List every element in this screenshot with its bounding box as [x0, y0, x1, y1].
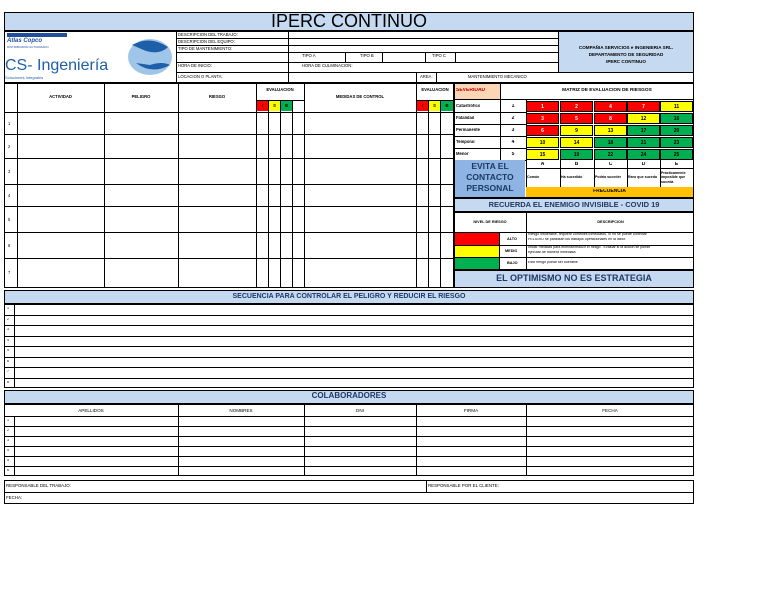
matrix-cell: 20	[660, 125, 693, 136]
matrix-cell: 16	[660, 113, 693, 124]
row-num: 2	[8, 145, 11, 149]
resp-cliente-label: RESPONSABLE POR EL CLIENTE:	[428, 484, 499, 488]
eval2-s-label: S	[433, 104, 436, 108]
secuencia-row-num: 3	[7, 328, 9, 331]
severity-name: Temporal	[456, 140, 475, 144]
matrix-cell: 8	[594, 113, 627, 124]
secuencia-row-num: 1	[7, 307, 9, 310]
nivel-alto-swatch	[455, 233, 499, 245]
logo	[5, 32, 175, 82]
secuencia-row-num: 6	[7, 360, 9, 363]
eval-s-label: S	[273, 104, 276, 108]
secuencia-row-num: 8	[7, 381, 9, 384]
secuencia-title: SECUENCIA PARA CONTROLAR EL PELIGRO Y REDUCIR EL RIESGO	[232, 293, 466, 300]
covid-text: RECUERDA EL ENEMIGO INVISIBLE - COVID 19	[488, 201, 660, 209]
severity-number: 1	[511, 104, 515, 109]
area-value: MANTENIMIENTO MECANICO	[468, 75, 527, 79]
descripcion-header: DESCRIPCION	[597, 220, 624, 224]
colaboradores-title: COLABORADORES	[311, 392, 387, 400]
eval-b-label: B	[284, 104, 289, 108]
nivel-medio-swatch	[455, 246, 499, 257]
severity-name: Menor	[456, 152, 469, 156]
secuencia-row-num: 5	[7, 349, 9, 352]
secuencia-row-num: 7	[7, 370, 9, 373]
desc-equipo-label: DESCRIPCION DEL EQUIPO:	[178, 40, 235, 44]
freq-letter: B	[574, 162, 579, 167]
hora-inicio-label: HORA DE INICIO:	[178, 64, 212, 68]
freq-letter: E	[674, 162, 679, 167]
evita-line3: PERSONAL	[466, 184, 514, 193]
matrix-cell: 23	[660, 137, 693, 148]
colaborador-row-num: 1	[7, 419, 9, 422]
colaborador-row-num: 2	[7, 429, 9, 432]
col-evaluacion: EVALUACION	[266, 88, 294, 92]
nivel-bajo-label: BAJO	[507, 261, 518, 265]
matrix-cell: 4	[594, 101, 627, 112]
freq-desc: Común	[527, 175, 540, 180]
matrix-cell: 1	[526, 101, 559, 112]
colaborador-row-num: 3	[7, 439, 9, 442]
severity-name: Catastrófico	[456, 104, 481, 108]
eval2-b-label: B	[445, 104, 449, 108]
matrix-cell: 10	[526, 137, 559, 148]
desc-trabajo-label: DESCRIPCION DEL TRABAJO:	[178, 33, 238, 37]
freq-letter: A	[540, 162, 545, 167]
tipo-b-label: TIPO B	[360, 54, 374, 58]
company-line3: IPERC CONTINUO	[606, 59, 646, 64]
matrix-cell: 3	[526, 113, 559, 124]
col-dni: DNI	[356, 408, 364, 413]
row-num: 4	[8, 194, 11, 198]
severity-number: 3	[511, 128, 515, 133]
matrix-cell: 11	[660, 101, 693, 112]
matrix-cell: 15	[526, 149, 559, 160]
row-num: 7	[8, 271, 11, 275]
row-num: 5	[8, 218, 11, 222]
matrix-cell: 18	[594, 137, 627, 148]
matrix-cell: 6	[526, 125, 559, 136]
col-fecha: FECHA	[602, 408, 618, 413]
evita-line2: CONTACTO	[466, 173, 514, 182]
globe-logo-icon	[120, 35, 175, 79]
freq-desc: Prácticamente imposible que suceda	[661, 171, 686, 184]
severity-number: 5	[511, 152, 515, 157]
tipo-mant-label: TIPO DE MANTENIMIENTO:	[178, 47, 233, 51]
severity-number: 2	[511, 116, 515, 121]
brand1: Atlas Copco	[7, 38, 43, 44]
col-firma: FIRMA	[463, 408, 479, 413]
matrix-cell: 21	[627, 137, 660, 148]
nivel-header: NIVEL DE RIESGO	[473, 220, 507, 224]
company-line2: DEPARTAMENTO DE SEGURIDAD	[588, 52, 664, 57]
eval-i-label: I	[261, 104, 264, 108]
row-num: 1	[8, 122, 11, 126]
frecuencia-label: FRECUENCIA	[593, 189, 626, 194]
tipo-a-label: TIPO A	[302, 54, 316, 58]
col-apellidos: APELLIDOS	[78, 408, 104, 413]
page-title: IPERC CONTINUO	[270, 11, 427, 31]
secuencia-row-num: 4	[7, 339, 9, 342]
nivel-medio-desc2: ejecutar de manera inmediata	[528, 251, 576, 254]
nivel-medio-label: MEDIO	[505, 249, 518, 253]
severidad-label: SEVERIDAD	[456, 88, 486, 93]
optimismo-text: EL OPTIMISMO NO ES ESTRATEGIA	[496, 274, 652, 283]
freq-letter: D	[641, 162, 646, 167]
matrix-cell: 14	[560, 137, 593, 148]
col-medidas: MEDIDAS DE CONTROL	[335, 95, 385, 99]
locacion-label: LOCACION O PLANTA:	[178, 75, 223, 79]
colaborador-row-num: 6	[7, 469, 9, 472]
matrix-cell: 7	[627, 101, 660, 112]
matrix-cell: 13	[594, 125, 627, 136]
company-line1: COMPAÑIA SERVICIOS e INGENIERIA SRL.	[578, 45, 674, 50]
colaborador-row-num: 4	[7, 449, 9, 452]
col-actividad: ACTIVIDAD	[49, 95, 72, 99]
atlas-copco-logo	[7, 33, 67, 37]
freq-letter: C	[608, 162, 613, 167]
col-nombres: NOMBRES	[229, 408, 253, 413]
eval2-i-label: I	[421, 104, 424, 108]
matrix-cell: 25	[660, 149, 693, 160]
severity-number: 4	[511, 140, 515, 145]
colaborador-row-num: 5	[7, 459, 9, 462]
col-evaluacion2: EVALUACION	[421, 88, 449, 92]
freq-desc: Ha sucedido	[561, 175, 583, 180]
col-riesgo: RIESGO	[208, 95, 226, 99]
fecha-label: FECHA:	[6, 496, 23, 500]
matrix-cell: 19	[560, 149, 593, 160]
matrix-cell: 12	[627, 113, 660, 124]
tipo-c-label: TIPO C	[432, 54, 446, 58]
nivel-bajo-desc1: Este riesgo puede ser tolerable .	[528, 261, 580, 264]
resp-trabajo-label: RESPONSABLE DEL TRABAJO:	[6, 484, 71, 488]
brand2-sub: Soluciones Integrales	[5, 75, 44, 80]
nivel-medio-desc1: Iniciar medidas para eliminar/reducir el riesgo . Evaluar si la acción se puede	[528, 246, 651, 249]
area-label: AREA :	[420, 75, 434, 79]
matrix-cell: 24	[627, 149, 660, 160]
brand1-sub: DISTRIBUIDOR AUTORIZADO	[7, 45, 49, 49]
matrix-title: MATRIZ DE EVALUACION DE RIESGOS	[562, 88, 652, 93]
matrix-cell: 17	[627, 125, 660, 136]
nivel-alto-desc1: Riesgo intolerable, requiere controles inmediatos. Si no se puede controlar	[528, 233, 647, 236]
evita-line1: EVITA EL	[471, 162, 509, 171]
matrix-cell: 5	[560, 113, 593, 124]
severity-name: Fatalidad	[456, 116, 475, 120]
col-peligro: PELIGRO	[131, 95, 151, 99]
brand2: CS- Ingeniería	[5, 57, 109, 74]
freq-desc: Podría suceder	[595, 175, 621, 180]
secuencia-row-num: 2	[7, 318, 9, 321]
row-num: 6	[8, 244, 11, 248]
matrix-cell: 22	[594, 149, 627, 160]
freq-desc: Raro que suceda	[628, 175, 657, 180]
severity-name: Permanente	[456, 128, 480, 132]
hora-culminacion-label: HORA DE CULMINACION:	[302, 64, 353, 68]
matrix-cell: 2	[560, 101, 593, 112]
matrix-cell: 9	[560, 125, 593, 136]
row-num: 3	[8, 170, 11, 174]
nivel-bajo-swatch	[455, 258, 499, 269]
nivel-alto-label: ALTO	[507, 237, 517, 241]
nivel-alto-desc2: PELIGRO se paralizan los trabajos operacionales en la labor.	[528, 238, 626, 241]
